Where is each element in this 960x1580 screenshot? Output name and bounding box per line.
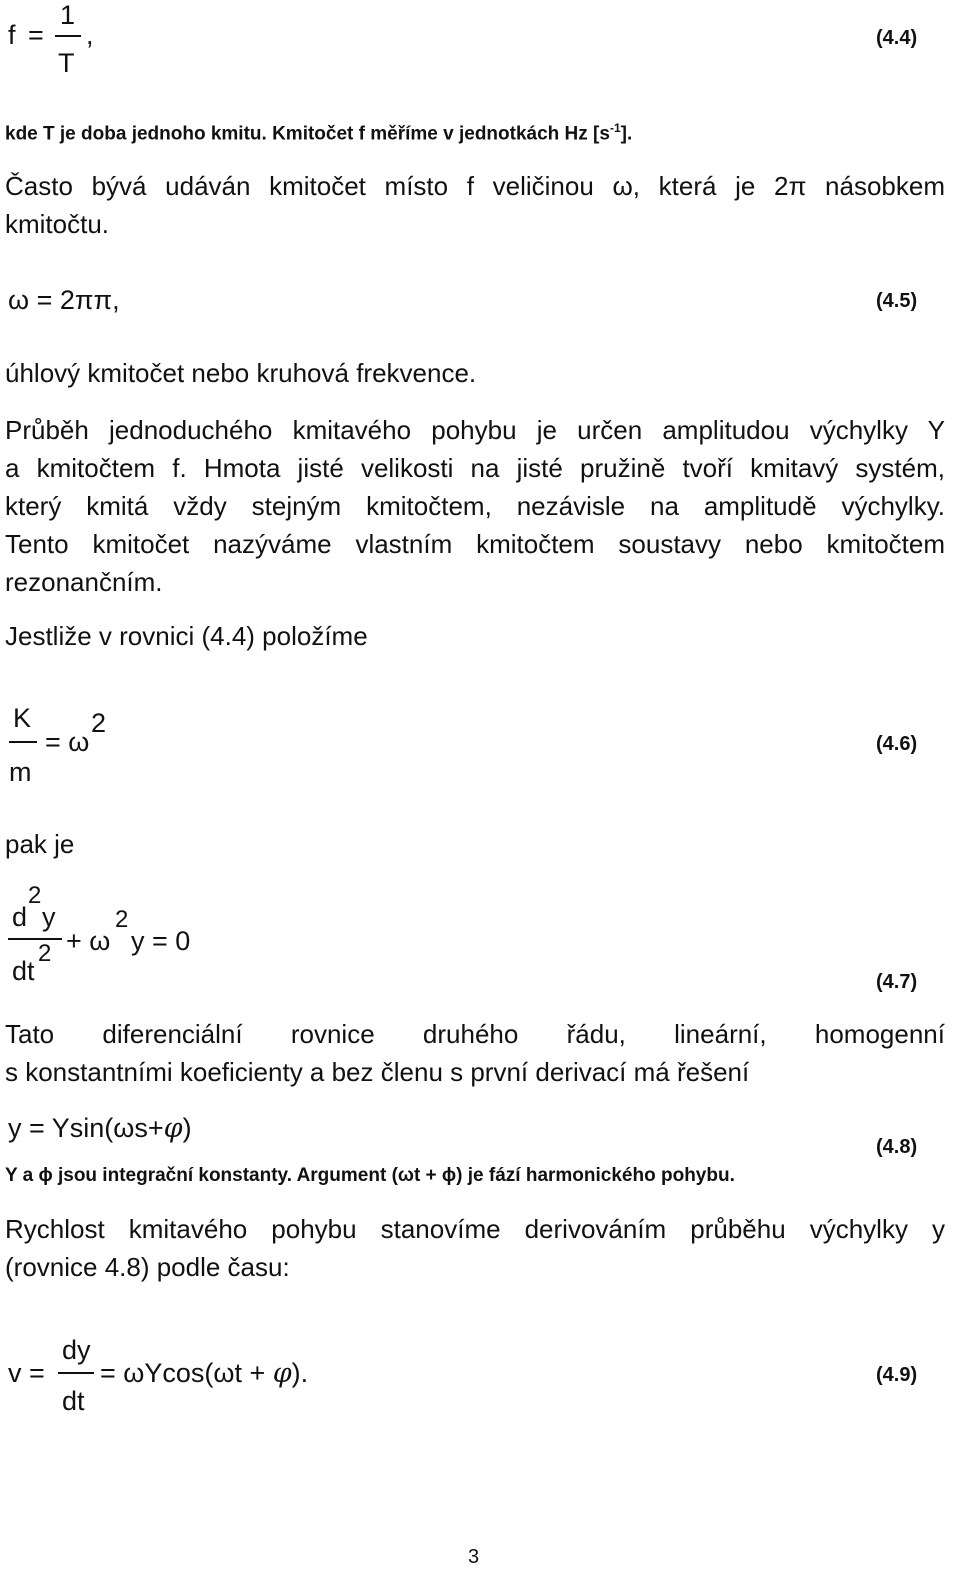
para4-line2: a kmitočtem f. Hmota jisté velikosti na jisté pružině tvoří kmitavý systém, bbox=[5, 453, 945, 483]
para1-text bbox=[5, 121, 632, 145]
eq49-rhs-main: = ωYcos(ωt + bbox=[100, 1358, 266, 1388]
eq47-plus-omega: + ω bbox=[66, 926, 111, 956]
eq45-expression: ω = 2ππ, bbox=[8, 285, 120, 315]
eq48-expression bbox=[8, 1113, 192, 1144]
eq46-numerator: K bbox=[13, 703, 32, 733]
eq46-fraction-bar bbox=[9, 741, 37, 743]
eq47-fraction-bar bbox=[8, 938, 62, 940]
para1-text-after: ]. bbox=[620, 123, 633, 145]
para4-line5: rezonančním. bbox=[5, 567, 163, 597]
para4-line3: který kmitá vždy stejným kmitočtem, nezávisle na amplitudě výchylky. bbox=[5, 491, 945, 521]
para2 bbox=[5, 167, 945, 243]
eq47-omega-exponent: 2 bbox=[115, 906, 129, 933]
eq47-num-exponent: 2 bbox=[28, 882, 42, 909]
para6: pak je bbox=[5, 829, 75, 859]
para7 bbox=[5, 1015, 945, 1091]
eq44-equals: = bbox=[28, 20, 44, 50]
eq44-comma: , bbox=[86, 20, 94, 50]
eq48-number: (4.8) bbox=[876, 1136, 918, 1158]
eq44-denominator: T bbox=[58, 48, 75, 78]
eq48-lhs: y = Ysin(ωs+ bbox=[8, 1113, 164, 1143]
para7-line2: s konstantními koeficienty a bez členu s první derivací má řešení bbox=[5, 1057, 750, 1087]
eq47-den-exponent: 2 bbox=[38, 940, 52, 967]
para1-text-before: kde T je doba jednoho kmitu. Kmitočet f měříme v jednotkách Hz [s bbox=[5, 123, 610, 145]
eq47-rest: y = 0 bbox=[131, 926, 191, 956]
para1-superscript: -1 bbox=[609, 121, 621, 135]
eq44-fraction-bar bbox=[55, 35, 81, 37]
eq49-lhs: v = bbox=[8, 1358, 45, 1388]
eq49-phi: φ bbox=[272, 1358, 292, 1389]
para2-line2: kmitočtu. bbox=[5, 209, 110, 239]
eq49-rhs bbox=[100, 1358, 308, 1389]
eq47-den-dt: dt bbox=[12, 956, 35, 986]
eq44-lhs: f bbox=[8, 20, 16, 50]
eq46-rhs: = ω bbox=[45, 727, 90, 757]
para8: Y a ɸ jsou integrační konstanty. Argument (ωt + ɸ) je fází harmonického pohybu. bbox=[5, 1165, 735, 1186]
para9 bbox=[5, 1210, 945, 1286]
para4-line4: Tento kmitočet nazýváme vlastním kmitočtem soustavy nebo kmitočtem bbox=[5, 529, 945, 559]
eq49-fraction-bar bbox=[58, 1372, 94, 1374]
eq47-number: (4.7) bbox=[876, 971, 918, 993]
eq47-num-y: y bbox=[42, 902, 56, 932]
para5: Jestliže v rovnici (4.4) položíme bbox=[5, 621, 368, 651]
eq47-num-d: d bbox=[12, 902, 28, 932]
para4 bbox=[5, 411, 945, 601]
eq48-close: ) bbox=[182, 1113, 192, 1143]
eq44-number: (4.4) bbox=[876, 27, 918, 49]
page-number: 3 bbox=[468, 1546, 480, 1568]
eq46-exponent: 2 bbox=[91, 708, 107, 738]
para9-line2: (rovnice 4.8) podle času: bbox=[5, 1252, 290, 1282]
eq49-numerator: dy bbox=[62, 1335, 91, 1365]
eq44-numerator: 1 bbox=[60, 0, 76, 30]
para4-line1: Průběh jednoduchého kmitavého pohybu je určen amplitudou výchylky Y bbox=[5, 415, 945, 445]
eq49-number: (4.9) bbox=[876, 1364, 918, 1386]
eq45-number: (4.5) bbox=[876, 290, 918, 312]
eq49-close: ). bbox=[291, 1358, 309, 1388]
eq46-denominator: m bbox=[9, 757, 32, 787]
eq46-number: (4.6) bbox=[876, 733, 918, 755]
para3: úhlový kmitočet nebo kruhová frekvence. bbox=[5, 358, 477, 388]
eq48-phi: φ bbox=[163, 1113, 183, 1144]
eq49-denominator: dt bbox=[62, 1386, 85, 1416]
para9-line1: Rychlost kmitavého pohybu stanovíme derivováním průběhu výchylky y bbox=[5, 1214, 945, 1244]
para2-line1: Často bývá udáván kmitočet místo f veličinou ω, která je 2π násobkem bbox=[5, 171, 945, 201]
para7-line1: Tato diferenciální rovnice druhého řádu, lineární, homogenní bbox=[5, 1019, 945, 1049]
